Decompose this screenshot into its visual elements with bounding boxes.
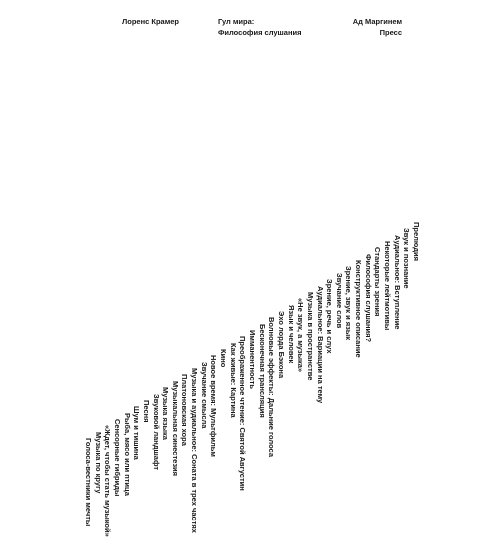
toc-entry: Звучание смысла: [199, 361, 209, 429]
toc-entry: Музыкальная синестезия: [170, 380, 180, 476]
toc-entry: Рыба, мясо или птица: [122, 412, 132, 496]
toc-entry: Преображенное чтение: Святой Августин: [238, 336, 248, 492]
toc-entry: Шум и тишина: [132, 406, 142, 461]
toc-entry: Эхо лорда Бэкона: [276, 310, 286, 379]
toc-entry: «Не звук, а музыка»: [296, 298, 306, 373]
toc-entry: Прелюдия: [412, 222, 421, 261]
toc-entry: «Ждет, чтобы стать музыкой»: [103, 425, 113, 537]
toc-entry: Имманентность: [248, 330, 257, 389]
toc-entry: Некоторые лейтмотивы: [383, 241, 393, 331]
publisher-line-1: Ад Маргинем: [352, 17, 402, 26]
toc-entry: Музыка языка: [161, 387, 171, 441]
toc-entry: Стандарты зрения: [373, 247, 383, 317]
toc-entry: Песня: [141, 399, 151, 423]
toc-entry: Новое время: Мультфильм: [209, 355, 219, 458]
toc-entry: Звучание слов: [334, 272, 344, 329]
toc-entry: Музыка в пространстве: [305, 291, 315, 381]
toc-entry: Аудиальное: Вступление: [392, 234, 402, 330]
author-text: Лоренс Крамер: [122, 17, 180, 26]
toc-entry: Аудиальное: Вариации на тему: [315, 285, 325, 403]
toc-entry: Звуковой ландшафт: [151, 393, 161, 470]
toc-entry: Волновые эффекты: Дальние голоса: [267, 317, 277, 458]
toc-entry: Музыка и аудиальное: Соната в трех частях: [190, 368, 200, 534]
toc-entry: Кино: [219, 349, 229, 368]
book-title-line-1: Гул мира:: [218, 17, 255, 26]
toc-entry: Язык и человек: [286, 304, 296, 363]
publisher-line-2: Пресс: [379, 28, 402, 37]
toc-entry: Сенсорные гибриды: [112, 418, 122, 497]
toc-entry: Зрение, речь и слух: [325, 279, 335, 354]
toc-entry: Философия слушания?: [363, 253, 373, 342]
toc-entry: Бесконечная трансляция: [257, 323, 267, 418]
toc-entry: Платоновская хора: [180, 374, 190, 447]
toc-entry: Голоса-вестники мечты: [84, 438, 93, 527]
toc-entry: Зрение, звук и язык: [344, 266, 354, 341]
toc-entry: Как живые: Картина: [228, 342, 238, 418]
toc-entry: Конструктивное описание: [354, 260, 364, 358]
toc-entry: Звук и познание: [402, 228, 412, 289]
toc-entry: Музыка по кругу: [93, 431, 103, 493]
book-title-line-2: Философия слушания: [218, 28, 302, 37]
